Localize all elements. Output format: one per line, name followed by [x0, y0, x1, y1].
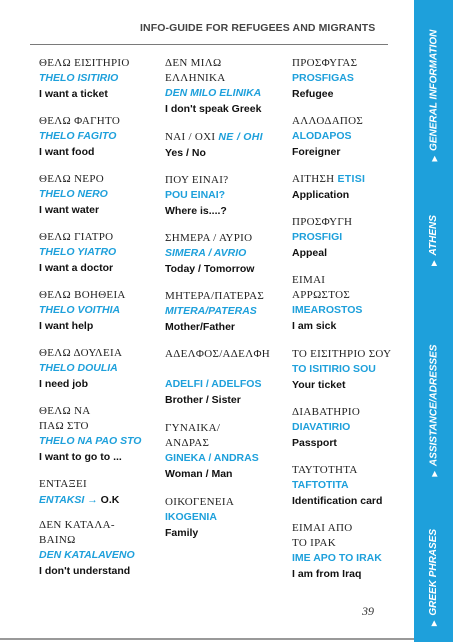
greek-text: ΘΕΛΩ ΓΙΑΤΡΟ: [39, 231, 114, 243]
transliteration: PROSFIGI: [292, 231, 343, 243]
english-text: Yes / No: [165, 147, 206, 159]
greek-text: ΠΡΟΣΦΥΓΑΣ: [292, 57, 358, 69]
greek-text: ΠΟΥ ΕΙΝΑΙ?: [165, 174, 229, 186]
phrase-entry: [39, 114, 159, 172]
tab-label: GREEK PHRASES: [428, 528, 440, 616]
english-text: I am sick: [292, 320, 337, 332]
english-text: Family: [165, 527, 199, 539]
english-text: Refugee: [292, 88, 334, 100]
english-text: Appeal: [292, 247, 328, 259]
english-text: Woman / Man: [165, 468, 233, 480]
greek-text: ΒΑΙΝΩ: [39, 534, 76, 546]
transliteration: DEN KATALAVENO: [39, 549, 135, 561]
greek-text: ΘΕΛΩ ΕΙΣΙΤΗΡΙΟ: [39, 57, 130, 69]
phrase-entry: [165, 56, 290, 130]
tab-general-information[interactable]: [414, 10, 453, 180]
greek-text: ΑΔΕΛΦΟΣ/ΑΔΕΛΦΗ: [165, 348, 271, 360]
english-text: I want help: [39, 320, 94, 332]
greek-text: ΣΗΜΕΡΑ / ΑΥΡΙΟ: [165, 232, 253, 244]
tab-label: ASSISTANCE/ADRESSES: [428, 344, 439, 466]
transliteration: ADELFI / ADELFOS: [165, 378, 262, 390]
english-text: Today / Tomorrow: [165, 263, 255, 275]
phrase-column-1: [39, 56, 159, 584]
greek-text: ΕΛΛΗΝΙΚΑ: [165, 72, 226, 84]
transliteration: IME APO TO IRAK: [292, 552, 382, 564]
phrase-entry: [292, 521, 407, 587]
phrase-entry: [165, 421, 290, 495]
english-text: O.K: [100, 494, 120, 506]
tab-assistance-adresses[interactable]: [414, 330, 453, 490]
bottom-divider: [0, 638, 414, 640]
english-text: I want water: [39, 204, 100, 216]
transliteration: DIAVATIRIO: [292, 421, 351, 433]
phrase-entry: [292, 56, 407, 114]
english-text: Your ticket: [292, 379, 346, 391]
phrase-entry: [292, 215, 407, 273]
transliteration: THELO ISITIRIO: [39, 72, 119, 84]
phrase-entry: [39, 172, 159, 230]
header-title: INFO-GUIDE FOR REFUGEES AND MIGRANTS: [140, 22, 376, 34]
phrase-entry: [165, 495, 290, 545]
transliteration: SIMERA / AVRIO: [165, 247, 247, 259]
transliteration: PROSFIGAS: [292, 72, 354, 84]
english-text: Identification card: [292, 495, 383, 507]
transliteration: THELO VOITHIA: [39, 304, 121, 316]
transliteration: THELO NA PAO STO: [39, 435, 142, 447]
greek-text: ΟΙΚΟΓΕΝΕΙΑ: [165, 496, 235, 508]
greek-text: ΤΟ ΙΡΑΚ: [292, 537, 336, 549]
greek-text: ΕΙΜΑΙ: [292, 274, 326, 286]
phrase-entry: [39, 518, 159, 584]
transliteration: ALODAPOS: [292, 130, 352, 142]
greek-text: ΑΛΛΟΔΑΠΟΣ: [292, 115, 364, 127]
greek-text: ΤΟ ΕΙΣΙΤΗΡΙΟ ΣΟΥ: [292, 348, 392, 360]
phrase-entry: [39, 230, 159, 288]
transliteration: THELO YIATRO: [39, 246, 117, 258]
triangle-right-icon: ▶: [430, 259, 438, 266]
english-text: I want a ticket: [39, 88, 108, 100]
phrase-entry: [165, 231, 290, 289]
phrase-column-2: [165, 56, 290, 545]
phrase-entry: [292, 405, 407, 463]
english-text: Foreigner: [292, 146, 341, 158]
greek-text: ΕΙΜΑΙ ΑΠΟ: [292, 522, 353, 534]
phrase-entry: [292, 273, 407, 347]
greek-text: ΑΙΤΗΣΗ: [292, 173, 335, 185]
transliteration: DEN MILO ELINIKA: [165, 87, 262, 99]
phrase-entry: [292, 172, 407, 215]
greek-text: ΘΕΛΩ ΝΑ: [39, 405, 91, 417]
english-text: I need job: [39, 378, 89, 390]
greek-text: ΠΡΟΣΦΥΓΗ: [292, 216, 353, 228]
greek-text: ΔΕΝ ΜΙΛΩ: [165, 57, 222, 69]
phrase-entry: [292, 463, 407, 521]
english-text: I want to go to ...: [39, 451, 122, 463]
phrase-column-3: [292, 56, 407, 587]
transliteration: GINEKA / ANDRAS: [165, 452, 259, 464]
transliteration: TAFTOTITA: [292, 479, 349, 491]
phrase-line: [39, 492, 159, 508]
phrase-entry: [39, 477, 159, 518]
tab-label: ATHENS: [428, 214, 440, 255]
english-text: I want food: [39, 146, 95, 158]
greek-text: ΘΕΛΩ ΒΟΗΘΕΙΑ: [39, 289, 126, 301]
triangle-right-icon: ▶: [430, 155, 438, 161]
tab-label: GENERAL INFORMATION: [428, 29, 439, 151]
phrase-entry: [165, 289, 290, 347]
english-text: I don't understand: [39, 565, 131, 577]
greek-text: ΑΝΔΡΑΣ: [165, 437, 210, 449]
english-text: I am from Iraq: [292, 568, 362, 580]
english-text: I don't speak Greek: [165, 103, 262, 115]
english-text: I want a doctor: [39, 262, 114, 274]
arrow-icon: →: [87, 494, 98, 506]
tab-athens[interactable]: [414, 205, 453, 275]
english-text: Application: [292, 189, 350, 201]
phrase-line: [165, 130, 290, 145]
greek-text: ΜΗΤΕΡΑ/ΠΑΤΕΡΑΣ: [165, 290, 265, 302]
section-sidebar: [414, 0, 453, 642]
greek-text: ΘΕΛΩ ΝΕΡΟ: [39, 173, 104, 185]
phrase-entry: [39, 404, 159, 477]
transliteration: MITERA/PATERAS: [165, 305, 257, 317]
tab-greek-phrases[interactable]: [414, 520, 453, 635]
transliteration: IKOGENIA: [165, 511, 217, 523]
english-text: Mother/Father: [165, 321, 236, 333]
phrase-entry: [39, 288, 159, 346]
transliteration: THELO FAGITO: [39, 130, 117, 142]
greek-text: ΓΥΝΑΙΚΑ/: [165, 422, 221, 434]
greek-text: ΔΕΝ ΚΑΤΑΛΑ-: [39, 519, 115, 531]
greek-text: ΠΑΩ ΣΤΟ: [39, 420, 89, 432]
transliteration: THELO NERO: [39, 188, 108, 200]
transliteration: THELO DOULIA: [39, 362, 118, 374]
triangle-right-icon: ▶: [430, 620, 438, 627]
phrase-entry: [39, 56, 159, 114]
greek-text: ΝΑΙ / ΟΧΙ: [165, 131, 216, 143]
greek-text: ΕΝΤΑΞΕΙ: [39, 478, 88, 490]
triangle-right-icon: ▶: [430, 470, 438, 476]
phrase-line: [292, 172, 407, 187]
transliteration: POU EINAI?: [165, 189, 226, 201]
greek-text: ΘΕΛΩ ΦΑΓΗΤΟ: [39, 115, 121, 127]
greek-text: ΑΡΡΩΣΤΟΣ: [292, 289, 351, 301]
transliteration: TO ISITIRIO SOU: [292, 363, 376, 375]
english-text: Passport: [292, 437, 337, 449]
greek-text: ΔΙΑΒΑΤΗΡΙΟ: [292, 406, 361, 418]
transliteration: ETISI: [337, 173, 366, 185]
page-number: 39: [362, 604, 374, 618]
greek-text: ΘΕΛΩ ΔΟΥΛΕΙΑ: [39, 347, 123, 359]
phrase-entry: [39, 346, 159, 404]
phrase-entry: [292, 114, 407, 172]
english-text: Brother / Sister: [165, 394, 241, 406]
phrase-entry: [165, 347, 290, 421]
phrase-entry: [165, 173, 290, 231]
english-text: Where is....?: [165, 205, 227, 217]
header-divider: [30, 44, 388, 45]
phrase-entry: [292, 347, 407, 405]
transliteration: ENTAKSI: [39, 494, 85, 506]
phrase-entry: [165, 130, 290, 173]
greek-text: ΤΑΥΤΟΤΗΤΑ: [292, 464, 358, 476]
transliteration: NE / OHI: [218, 131, 263, 143]
transliteration: IMEAROSTOS: [292, 304, 363, 316]
